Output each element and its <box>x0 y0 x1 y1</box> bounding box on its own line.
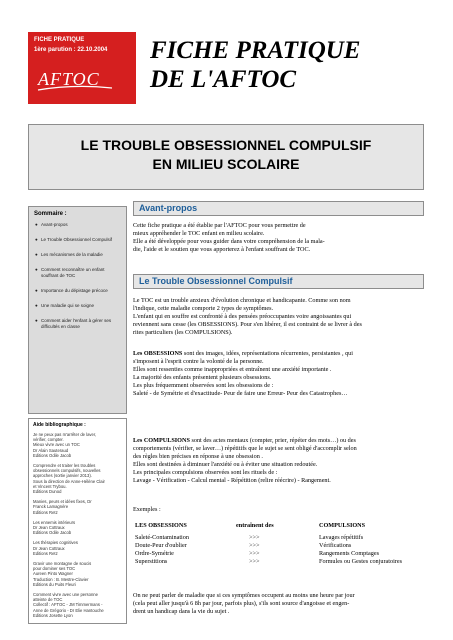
bibliography-list <box>33 432 125 623</box>
bibliography-line: atteinte de TOC <box>33 597 63 603</box>
bibliography-line: Sous la direction de Anne-Hélène Clair <box>33 478 105 484</box>
bibliography-entry <box>33 540 125 556</box>
bibliography-line: et Vincent Trybou. <box>33 483 67 489</box>
summary-item[interactable]: ● Les mécanismes de la maladie <box>35 252 103 257</box>
summary-title: Sommaire : <box>34 211 67 217</box>
bullet-icon: ● <box>35 318 38 323</box>
fiche-label: FICHE PRATIQUE <box>34 37 85 43</box>
bibliography-line: Mieux vivre avec un TOC <box>33 442 80 448</box>
examples-table <box>133 522 424 566</box>
bibliography-line: Les ennemis intérieurs <box>33 519 76 525</box>
section-heading-toc: Le Trouble Obsessionnel Compulsif <box>133 274 424 289</box>
summary-item[interactable]: ● Comment reconnaître un enfant souffrant de TOC <box>35 267 105 278</box>
bibliography-title: Aide bibliographique : <box>33 422 86 428</box>
table-row: Superstitions >>> Formules ou Gestes conjuratoires <box>135 558 402 565</box>
obsessions-paragraph: Les OBSESSIONS sont des images, idées, représentations récurrentes, persistantes , qui s'imposent à l'esprit contre la volonté de la personne. Elles sont ressenties comme inappropriées et entraînent une anxiété importante . La majorité des enfants présentent plusieurs obsessions. Les plus fréquemment observées sont les obsessions de : Saleté - de Symétrie et d'exactitude- Peur de faire une Erreur- Peur des Catastrophes… <box>133 350 353 397</box>
compulsions-term: Les COMPULSIONS <box>133 437 190 444</box>
summary-item[interactable]: ● Le Trouble Obsessionnel Compulsif <box>35 237 113 242</box>
bibliography-box <box>28 418 127 624</box>
document-title-line1: LE TROUBLE OBSESSIONNEL COMPULSIF <box>80 137 372 153</box>
bibliography-line: Editions Odile Jacob <box>33 530 72 536</box>
bibliography-line: Collectif : AFTOC - JM Timmermans - <box>33 602 103 608</box>
bibliography-entry <box>33 499 125 515</box>
bibliography-line: Je ne peux pas m'arrêter de laver, <box>33 432 97 437</box>
bibliography-line: Dr Jean Cottraux <box>33 525 65 531</box>
bullet-icon: ● <box>35 303 38 308</box>
svg-text:AFTOC: AFTOC <box>38 69 100 89</box>
bibliography-line: Franck Lamagnère <box>33 504 69 510</box>
bullet-icon: ● <box>35 222 38 227</box>
bullet-icon: ● <box>35 288 38 293</box>
bibliography-line: Comment vivre avec une personne <box>33 592 98 598</box>
intro-paragraph: Cette fiche pratique a été établie par l'AFTOC pour vous permettre de mieux appréhender le TOC enfant en milieu scolaire. Elle a été développée pour vous guider dans votre compréhension de la mala- die, l'aide et le soutien que vous apporterez à l'enfant souffrant de TOC. <box>133 222 325 253</box>
aftoc-logo <box>36 66 114 94</box>
page-title-line2: DE L'AFTOC <box>150 66 297 93</box>
bibliography-line: Dr Jean Cottraux <box>33 545 65 551</box>
table-row: Doute-Peur d'oublier >>> Vérifications <box>135 542 352 549</box>
obsessions-term: Les OBSESSIONS <box>133 350 183 357</box>
bibliography-line: Editions Josette Lyon <box>33 612 73 618</box>
header-brand-block <box>28 32 136 104</box>
compulsions-paragraph: Les COMPULSIONS sont des actes mentaux (compter, prier, répéter des mots…) ou des comportements (vérifier, se laver…) répétitifs que le sujet se sent obligé d'accomplir selon des règles bien précises en réponse à une obsession . Elles sont destinées à diminuer l'anxiété ou à éviter une situation redoutée. Les principales compulsions observées sont les rituels de : Lavage - Vérification - Calcul mental - Répétition (relire réécrire) - Rangement. <box>133 437 357 484</box>
bibliography-line: Traduction : B. Mestre-Clavier <box>33 576 89 582</box>
document-title <box>29 136 423 174</box>
bibliography-entry <box>33 592 125 618</box>
bibliography-line: approches (sortie janvier 2013). <box>33 473 92 479</box>
document-banner <box>28 124 424 190</box>
bibliography-line: Editions du Puits Fleuri <box>33 581 76 587</box>
bullet-icon: ● <box>35 237 38 242</box>
bibliography-entry <box>33 463 125 494</box>
bibliography-line: Comprendre et traiter les troubles <box>33 463 96 469</box>
page-title <box>150 36 420 94</box>
summary-item[interactable]: ● Avant-propos <box>35 222 68 227</box>
bibliography-line: Aureen Pinto Wagner <box>33 571 73 577</box>
bibliography-line: Anne de Grégorio - Dr Elie Hantouche <box>33 607 104 613</box>
document-title-line2: EN MILIEU SCOLAIRE <box>152 156 300 172</box>
bibliography-line: vérifier, compter. <box>33 437 64 443</box>
summary-list <box>34 222 124 339</box>
section-heading-avant-propos: Avant-propos <box>133 201 424 216</box>
publication-date: 1ère parution : 22.10.2004 <box>34 47 108 53</box>
bibliography-line: pour dominer ses TOC <box>33 566 76 572</box>
closing-paragraph: On ne peut parler de maladie que si ces symptômes occupent au moins une heure par jour (cela peut aller jusqu'à 6 8h par jour, parfois plus), s'ils sont source d'angoisse et engen- drent un handicap dans la vie du sujet . <box>133 592 355 615</box>
bibliography-line: Dr Alain Sauteraud <box>33 447 69 453</box>
bibliography-line: Editions Dunod <box>33 489 62 495</box>
summary-item[interactable]: ● Une maladie qui se soigne <box>35 303 95 308</box>
examples-label: Exemples : <box>133 506 161 513</box>
bibliography-line: Manies, peurs et idées fixes, Dr <box>33 499 92 505</box>
bibliography-line: Editions Retz <box>33 509 58 515</box>
table-row: Ordre-Symétrie >>> Rangements Comptages <box>135 550 379 557</box>
examples-header-row: LES OBSESSIONS entraînent des COMPULSIONS <box>135 522 366 529</box>
bibliography-entry <box>33 432 125 458</box>
toc-paragraph: Le TOC est un trouble anxieux d'évolution chronique et handicapante. Comme son nom l'indique, cette maladie comporte 2 types de symptômes. L'enfant qui en souffre est confronté à des pensées préoccupantes voire angoissantes qui reviennent sans cesse (les OBSESSIONS). Pour s'en libérer, il est contraint de se livrer à des rites particuliers (les COMPULSIONS). <box>133 297 362 336</box>
bibliography-entry <box>33 561 125 587</box>
page-title-line1: FICHE PRATIQUE <box>150 37 361 64</box>
table-row: Saleté-Contamination >>> Lavages répétitifs <box>135 534 364 541</box>
bullet-icon: ● <box>35 267 38 272</box>
summary-box <box>28 206 127 414</box>
bibliography-line: obsessionnels compulsifs, nouvelles <box>33 468 101 474</box>
bibliography-line: Editions Odile Jacob <box>33 452 72 458</box>
bibliography-line: Les thérapies cognitives <box>33 540 78 546</box>
summary-item[interactable]: ● Importance du dépistage précoce <box>35 288 108 293</box>
bullet-icon: ● <box>35 252 38 257</box>
bibliography-line: Gravir une montagne de soucis <box>33 561 92 567</box>
bibliography-entry <box>33 520 125 536</box>
bibliography-line: Editions Retz <box>33 550 58 556</box>
summary-item[interactable]: ● Comment aider l'enfant à gérer ses difficultés en classe <box>35 318 112 329</box>
